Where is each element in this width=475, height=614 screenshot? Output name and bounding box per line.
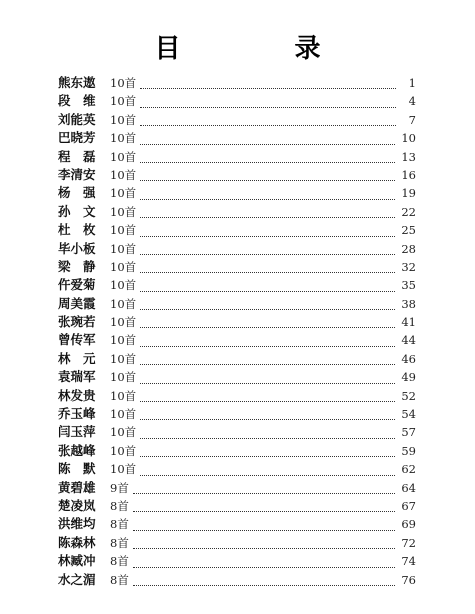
toc-entry[interactable]	[58, 515, 416, 533]
toc-entry-poem-count: 8首	[110, 572, 129, 587]
dot-leader	[140, 216, 395, 218]
toc-entry-author: 段 维	[58, 93, 96, 109]
toc-entry-page-number: 10	[401, 131, 416, 146]
toc-entry-page-number: 41	[401, 315, 416, 330]
toc-entry-author: 曾传军	[58, 332, 96, 348]
toc-entry[interactable]	[58, 552, 416, 570]
toc-entry-poem-count: 10首	[110, 94, 137, 109]
toc-entry[interactable]	[58, 571, 416, 589]
toc-entry-author: 仵爱菊	[58, 277, 96, 293]
toc-entry-page-number: 52	[401, 388, 416, 403]
dot-leader	[140, 235, 395, 237]
toc-entry[interactable]	[58, 129, 416, 147]
toc-entry-poem-count: 8首	[110, 554, 129, 569]
toc-entry[interactable]	[58, 203, 416, 221]
dot-leader	[133, 566, 396, 568]
toc-entry[interactable]	[58, 405, 416, 423]
toc-entry-page-number: 67	[401, 498, 416, 513]
toc-entry-page-number: 4	[408, 94, 416, 109]
toc-entry-poem-count: 10首	[110, 131, 137, 146]
dot-leader	[133, 547, 396, 549]
dot-leader	[140, 474, 395, 476]
dot-leader	[140, 124, 396, 126]
toc-entry-author: 水之湄	[58, 571, 96, 587]
toc-entry-poem-count: 10首	[110, 388, 137, 403]
toc-entry[interactable]	[58, 331, 416, 349]
toc-entry-poem-count: 10首	[110, 315, 137, 330]
dot-leader	[140, 363, 395, 365]
toc-entry-page-number: 54	[401, 407, 416, 422]
dot-leader	[140, 326, 395, 328]
dot-leader	[133, 510, 396, 512]
toc-entry-poem-count: 10首	[110, 443, 137, 458]
toc-entry[interactable]	[58, 111, 416, 129]
toc-entry-poem-count: 10首	[110, 167, 137, 182]
toc-entry-poem-count: 10首	[110, 204, 137, 219]
toc-entry-page-number: 1	[408, 76, 416, 90]
toc-entry-poem-count: 10首	[110, 370, 137, 385]
toc-entry-author: 张琬若	[58, 314, 96, 330]
toc-entry-page-number: 76	[401, 572, 416, 587]
dot-leader	[133, 584, 396, 586]
dot-leader	[140, 198, 395, 200]
toc-entry-page-number: 22	[401, 204, 416, 219]
toc-entry-poem-count: 8首	[110, 517, 129, 532]
toc-entry-poem-count: 10首	[110, 425, 137, 440]
toc-entry[interactable]	[58, 497, 416, 515]
toc-entry-page-number: 72	[401, 535, 416, 550]
toc-entry[interactable]	[58, 92, 416, 110]
toc-entry-poem-count: 10首	[110, 149, 137, 164]
dot-leader	[140, 345, 395, 347]
dot-leader	[133, 492, 396, 494]
toc-entry-poem-count: 10首	[110, 278, 137, 293]
toc-entry-author: 陈 默	[58, 461, 96, 477]
toc-entry[interactable]	[58, 534, 416, 552]
toc-entry-page-number: 25	[401, 223, 416, 238]
dot-leader	[140, 253, 395, 255]
toc-entry-author: 杨 强	[58, 185, 96, 201]
toc-entry-poem-count: 10首	[110, 186, 137, 201]
toc-entry-author: 周美霞	[58, 295, 96, 311]
dot-leader	[133, 529, 396, 531]
toc-entry-page-number: 16	[401, 167, 416, 182]
toc-entry[interactable]	[58, 350, 416, 368]
table-of-contents	[58, 74, 416, 589]
toc-entry-page-number: 38	[401, 296, 416, 311]
toc-entry[interactable]	[58, 368, 416, 386]
toc-entry-page-number: 46	[401, 351, 416, 366]
toc-entry-poem-count: 10首	[110, 112, 137, 127]
toc-entry-page-number: 59	[401, 443, 416, 458]
dot-leader	[140, 87, 396, 89]
toc-entry-poem-count: 9首	[110, 480, 129, 495]
toc-entry-author: 杜 枚	[58, 222, 96, 238]
toc-entry-author: 袁瑞军	[58, 369, 96, 385]
toc-entry-poem-count: 10首	[110, 462, 137, 477]
dot-leader	[140, 382, 395, 384]
dot-leader	[140, 418, 395, 420]
dot-leader	[140, 143, 395, 145]
toc-entry[interactable]	[58, 460, 416, 478]
dot-leader	[140, 400, 395, 402]
toc-entry-page-number: 35	[401, 278, 416, 293]
dot-leader	[140, 106, 396, 108]
toc-entry-poem-count: 10首	[110, 241, 137, 256]
toc-entry[interactable]	[58, 276, 416, 294]
toc-entry-author: 程 磊	[58, 148, 96, 164]
toc-entry-author: 闫玉萍	[58, 424, 96, 440]
toc-entry-page-number: 32	[401, 259, 416, 274]
toc-entry-poem-count: 10首	[110, 259, 137, 274]
toc-entry-page-number: 74	[401, 554, 416, 569]
toc-entry-author: 乔玉峰	[58, 406, 96, 422]
dot-leader	[140, 290, 395, 292]
toc-entry-author: 巴晓芳	[58, 130, 96, 146]
dot-leader	[140, 161, 395, 163]
page-title: 目 录	[154, 34, 365, 64]
toc-entry[interactable]	[58, 423, 416, 441]
dot-leader	[140, 308, 395, 310]
toc-entry-poem-count: 8首	[110, 535, 129, 550]
toc-entry-author: 洪维均	[58, 516, 96, 532]
toc-entry-author: 林 元	[58, 350, 96, 366]
toc-entry-poem-count: 10首	[110, 333, 137, 348]
toc-entry[interactable]	[58, 240, 416, 258]
toc-entry-author: 熊东遨	[58, 75, 96, 90]
toc-entry-page-number: 28	[401, 241, 416, 256]
toc-entry-page-number: 69	[401, 517, 416, 532]
toc-entry-page-number: 44	[401, 333, 416, 348]
toc-entry-author: 林臧冲	[58, 553, 96, 569]
toc-entry-page-number: 13	[401, 149, 416, 164]
toc-entry[interactable]	[58, 442, 416, 460]
toc-entry-author: 刘能英	[58, 111, 96, 127]
dot-leader	[140, 271, 395, 273]
toc-entry[interactable]	[58, 313, 416, 331]
toc-entry-author: 孙 文	[58, 203, 96, 219]
toc-entry-poem-count: 10首	[110, 76, 137, 90]
toc-entry[interactable]	[58, 258, 416, 276]
dot-leader	[140, 437, 395, 439]
toc-entry[interactable]	[58, 184, 416, 202]
toc-entry-page-number: 19	[401, 186, 416, 201]
toc-entry-page-number: 49	[401, 370, 416, 385]
toc-entry[interactable]	[58, 221, 416, 239]
toc-entry-author: 楚凌岚	[58, 497, 96, 513]
toc-entry-page-number: 57	[401, 425, 416, 440]
toc-entry-page-number: 64	[401, 480, 416, 495]
toc-entry-author: 林发贵	[58, 387, 96, 403]
toc-entry-page-number: 62	[401, 462, 416, 477]
toc-entry[interactable]	[58, 387, 416, 405]
toc-entry-poem-count: 10首	[110, 407, 137, 422]
dot-leader	[140, 179, 395, 181]
toc-entry-author: 陈森林	[58, 534, 96, 550]
toc-entry-poem-count: 8首	[110, 498, 129, 513]
toc-entry-author: 毕小板	[58, 240, 96, 256]
toc-entry-author: 张越峰	[58, 442, 96, 458]
toc-entry-author: 李清安	[58, 166, 96, 182]
toc-entry[interactable]	[58, 148, 416, 166]
toc-entry[interactable]	[58, 74, 416, 92]
toc-entry-poem-count: 10首	[110, 351, 137, 366]
toc-entry[interactable]	[58, 479, 416, 497]
toc-entry-poem-count: 10首	[110, 223, 137, 238]
dot-leader	[140, 455, 395, 457]
toc-entry[interactable]	[58, 295, 416, 313]
toc-entry[interactable]	[58, 166, 416, 184]
toc-entry-page-number: 7	[408, 112, 416, 127]
toc-entry-poem-count: 10首	[110, 296, 137, 311]
toc-entry-author: 黄碧雄	[58, 479, 96, 495]
toc-entry-author: 梁 静	[58, 258, 96, 274]
